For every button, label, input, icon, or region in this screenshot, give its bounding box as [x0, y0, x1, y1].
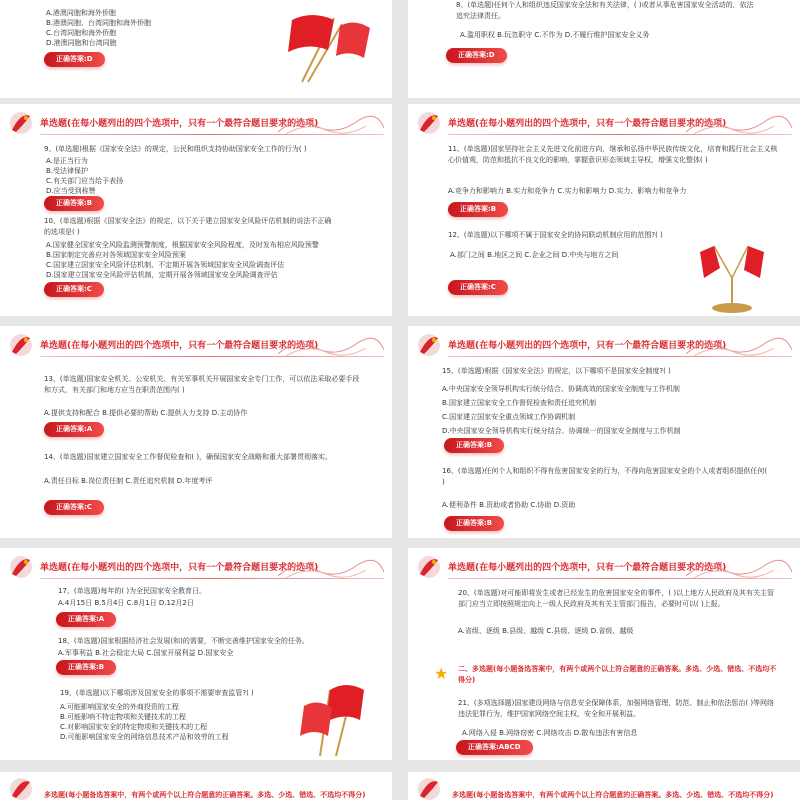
desk-flags-icon	[698, 238, 770, 314]
header-title: 单选题(在每小题列出的四个选项中，只有一个最符合题目要求的选项)	[40, 119, 319, 129]
slide-6	[408, 326, 800, 538]
option-line: A.军事利益 B.社会稳定大局 C.国家开展利益 D.国家安全	[58, 649, 234, 657]
section-title: 二、多选题(每小题备选答案中，有两个或两个以上符合题意的正确答案。多选、少选、错选、不选均不得分)	[458, 665, 777, 684]
question-text: 16、(单选题)任何个人和组织不得有危害国家安全的行为，不得向危害国家安全的个人或者组织提供任何( )	[442, 467, 768, 486]
decorative-swirl-icon	[276, 556, 386, 580]
slide-header	[408, 104, 800, 140]
answer-badge: 正确答案:A	[44, 422, 104, 437]
option-line: A.省级、逐级 B.县级、越级 C.县级、逐级 D.省级、越级	[458, 627, 634, 635]
header-title: 单选题(在每小题列出的四个选项中，只有一个最符合题目要求的选项)	[40, 341, 319, 351]
slide-header	[408, 326, 800, 362]
question-text: 15、(单选题)根据《国家安全法》的规定，以下哪项不是国家安全制度?( )	[442, 367, 671, 375]
answer-badge: 正确答案:A	[56, 612, 116, 627]
question-text: 20、(单选题)对可能即将发生或者已经发生的危害国家安全的事件，( )以上地方人民政府及其有关主管部门应当立即按照规定向上一级人民政府及其有关主管部门报告，必要时可以( )上报。	[458, 589, 775, 608]
option: C.有关部门应当给予表扬	[46, 177, 124, 185]
option: B.受法律保护	[46, 167, 89, 175]
option: A.可能影响国家安全的外商投资的工程	[60, 703, 179, 711]
decorative-swirl-icon	[684, 334, 794, 358]
option-line: A.4月15日 B.5月4日 C.8月1日 D.12月2日	[58, 599, 194, 607]
option-line: A.便利条件 B.资助或者协助 C.协助 D.资助	[442, 501, 576, 509]
option: A.中央国家安全领导机构实行统分结合、协调高效的国家安全制度与工作机制	[442, 385, 680, 393]
slide-4	[408, 104, 800, 316]
answer-badge: 正确答案:C	[44, 500, 104, 515]
slide-header	[408, 548, 800, 584]
red-flag-icon	[290, 680, 380, 758]
slide-header	[0, 326, 392, 362]
option: C.国家建立国家安全重点领域工作协调机制	[442, 413, 576, 421]
slide-7	[0, 548, 392, 760]
header-divider	[448, 356, 792, 357]
answer-badge: 正确答案:C	[44, 282, 104, 297]
question-text: 11、(单选题)国家坚持社会主义先进文化前进方向，继承和弘扬中华民族传统文化，培育和践行社会主义核心价值观，防范和抵抗不良文化的影响，掌握意识形态领域主导权，增强文化整体( )	[448, 145, 778, 164]
question-text: 19、(单选题)以下哪项涉及国家安全的事项不需要审查监管?( )	[60, 689, 254, 697]
question-text: 18、(单选题)国家根据经济社会发展(和)的需要，不断完善维护国家安全的任务。	[58, 637, 309, 645]
option: B.可能影响不特定物项和关键技术的工程	[60, 713, 187, 721]
slide-9-partial	[0, 772, 392, 800]
option: D.中央国家安全领导机构实行统分结合、协调统一的国家安全制度与工作机制	[442, 427, 681, 435]
party-emblem-icon	[416, 110, 442, 136]
header-title: 单选题(在每小题列出的四个选项中，只有一个最符合题目要求的选项)	[40, 563, 319, 573]
answer-badge: 正确答案:D	[44, 52, 105, 67]
header-title: 单选题(在每小题列出的四个选项中，只有一个最符合题目要求的选项)	[448, 119, 727, 129]
option: D.应当受到称赞	[46, 187, 96, 195]
answer-badge: 正确答案:B	[44, 196, 104, 211]
decorative-swirl-icon	[684, 556, 794, 580]
option-line: A.滥用职权 B.玩忽职守 C.不作为 D.不履行维护国家安全义务	[460, 31, 650, 39]
answer-badge: 正确答案:ABCD	[456, 740, 533, 755]
answer-badge: 正确答案:D	[446, 48, 507, 63]
party-emblem-icon	[8, 332, 34, 358]
red-flag-icon	[282, 10, 374, 84]
section-title: 多选题(每小题备选答案中，有两个或两个以上符合题意的正确答案。多选、少选、错选、不选均不得分)	[452, 791, 774, 799]
answer-badge: 正确答案:B	[56, 660, 116, 675]
option: D.港澳同胞和台湾同胞	[46, 39, 117, 47]
header-divider	[40, 134, 384, 135]
party-emblem-icon	[416, 776, 442, 800]
party-emblem-icon	[8, 110, 34, 136]
decorative-swirl-icon	[276, 334, 386, 358]
header-divider	[448, 578, 792, 579]
header-title: 单选题(在每小题列出的四个选项中，只有一个最符合题目要求的选项)	[448, 563, 727, 573]
option: D.可能影响国家安全的网络信息技术产品和效劳的工程	[60, 733, 229, 741]
header-divider	[40, 578, 384, 579]
option: A.国家健全国家安全风险监测预警制度，根据国家安全风险程度，及时发布相应风险预警	[46, 241, 319, 249]
option: C.对影响国家安全的特定物项和关键技术的工程	[60, 723, 208, 731]
section-title: 多选题(每小题备选答案中，有两个或两个以上符合题意的正确答案。多选、少选、错选、不选均不得分)	[44, 791, 366, 799]
answer-badge: 正确答案:C	[448, 280, 508, 295]
option-line: A.部门之间 B.地区之间 C.企业之间 D.中央与地方之间	[450, 251, 619, 259]
decorative-swirl-icon	[684, 112, 794, 136]
slide-1	[0, 0, 392, 98]
slide-8	[408, 548, 800, 760]
header-divider	[40, 356, 384, 357]
header-title: 单选题(在每小题列出的四个选项中，只有一个最符合题目要求的选项)	[448, 341, 727, 351]
slide-10-partial	[408, 772, 800, 800]
slide-header	[0, 548, 392, 584]
party-emblem-icon	[8, 776, 34, 800]
option: D.国家建立国家安全风险评估机制，定期开展各领域国家安全风险调查评估	[46, 271, 278, 279]
option-line: A.责任目标 B.岗位责任制 C.责任追究机制 D.年度考评	[44, 477, 213, 485]
option: B.国家制定完善应对各领域国家安全风险预案	[46, 251, 187, 259]
option: C.台湾同胞和海外侨胞	[46, 29, 117, 37]
question-text: 9、(单选题)根据《国家安全法》的规定，公民和组织支持协助国家安全工作的行为( )	[44, 145, 307, 153]
question-text: 13、(单选题)国家安全机关、公安机关、有关军事机关开展国家安全专门工作，可以依法采取必要手段和方式，有关部门和地方应当在职责范围内( )	[44, 375, 360, 394]
slide-5	[0, 326, 392, 538]
decorative-swirl-icon	[276, 112, 386, 136]
option: A.港澳同胞和海外侨胞	[46, 9, 116, 17]
question-text: 21、(多项选择题)国家建设网络与信息安全保障体系，加强网络管理，防范、制止和依法惩治( )等网络违法犯罪行为，维护国家网络空间主权、安全和开展利益。	[458, 699, 775, 718]
question-text: 12、(单选题)以下哪项不属于国家安全的协同联动机制应用的范围?( )	[448, 231, 663, 239]
answer-badge: 正确答案:B	[444, 516, 504, 531]
answer-badge: 正确答案:B	[448, 202, 508, 217]
party-emblem-icon	[8, 554, 34, 580]
header-divider	[448, 134, 792, 135]
party-emblem-icon	[416, 332, 442, 358]
option-line: A.网络入侵 B.网络窃密 C.网络攻击 D.散布违法有害信息	[462, 729, 638, 737]
question-text: 8、(单选题)任何个人和组织违反国家安全法和有关法律，( )或者从事危害国家安全活动的，依法追究法律责任。	[456, 1, 754, 20]
slide-3	[0, 104, 392, 316]
question-text: 14、(单选题)国家建立国家安全工作督促检查和( )，确保国家安全战略和重大部署贯彻落实。	[44, 453, 333, 461]
party-emblem-icon	[416, 554, 442, 580]
question-text: 10、(单选题)根据《国家安全法》的规定，以下关于建立国家安全风险评估机制的说法不正确的选项是( )	[44, 217, 332, 236]
answer-badge: 正确答案:B	[444, 438, 504, 453]
option: A.是正当行为	[46, 157, 88, 165]
option: B.国家建立国家安全工作督促检查和责任追究机制	[442, 399, 597, 407]
slide-header	[0, 104, 392, 140]
option: B.港澳同胞、台湾同胞和海外侨胞	[46, 19, 152, 27]
question-text: 17、(单选题)每年的( )为全民国家安全教育日。	[58, 587, 207, 595]
option-line: A.竞争力和影响力 B.实力和竞争力 C.实力和影响力 D.实力、影响力和竞争力	[448, 187, 687, 195]
option-line: A.提供支持和配合 B.提供必要的帮助 C.提供人力支持 D.主动协作	[44, 409, 248, 417]
slide-2	[408, 0, 800, 98]
star-icon: ★	[434, 664, 449, 683]
option: C.国家建立国家安全风险评估机制，不定期开展各领域国家安全风险调查评估	[46, 261, 285, 269]
